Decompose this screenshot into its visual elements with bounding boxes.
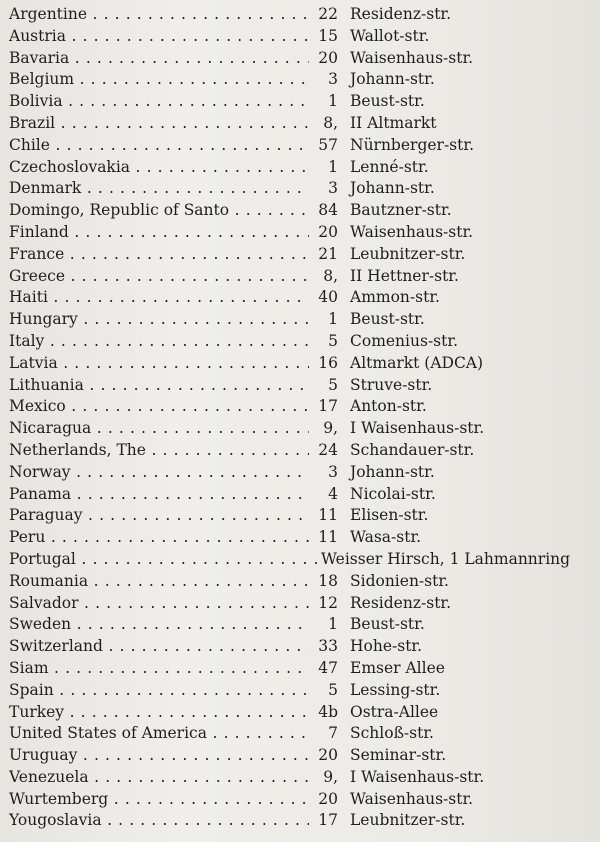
list-item xyxy=(0,200,600,222)
street-name: Weisser Hirsch, 1 Lahmannring xyxy=(321,549,571,568)
house-number: 4 xyxy=(328,484,338,503)
country-name: Turkey . . . xyxy=(9,702,309,724)
street-name: Emser Allee xyxy=(350,658,445,677)
country-name: Hungary . . . xyxy=(9,309,309,331)
list-item xyxy=(0,810,600,832)
house-number: 7 xyxy=(328,724,338,743)
street-name: Johann-str. xyxy=(350,70,435,89)
street-name: Anton-str. xyxy=(350,397,427,416)
house-number: 8, xyxy=(323,266,338,285)
list-item xyxy=(0,91,600,113)
house-number: 4b xyxy=(318,702,338,721)
country-name: Nicaragua . . . xyxy=(9,418,309,440)
list-item xyxy=(0,157,600,179)
street-name: Residenz-str. xyxy=(350,5,452,23)
country-name: Venezuela . . . xyxy=(9,767,309,789)
street-name: Johann-str. xyxy=(350,462,435,481)
street-name: Beust-str. xyxy=(350,92,425,111)
country-name: Italy . . . xyxy=(9,331,309,353)
street-name: Struve-str. xyxy=(350,375,433,394)
country-name: Peru . . . xyxy=(9,527,309,549)
house-number: 16 xyxy=(318,353,338,372)
country-name: Siam . . . xyxy=(9,658,309,680)
list-item xyxy=(0,593,600,615)
house-number: 1 xyxy=(328,157,338,176)
country-name: Argentine . . . xyxy=(9,4,309,26)
street-name: I Waisenhaus-str. xyxy=(350,767,485,786)
country-name: Greece . . . xyxy=(9,266,309,288)
country-name: Czechoslovakia . . . xyxy=(9,157,309,179)
country-name: Lithuania . . . xyxy=(9,375,309,397)
street-name: Elisen-str. xyxy=(350,506,429,525)
street-name: Ostra-Allee xyxy=(350,702,439,721)
list-item xyxy=(0,505,600,527)
house-number: 5 xyxy=(328,331,338,350)
house-number: 33 xyxy=(318,637,338,656)
list-item xyxy=(0,266,600,288)
house-number: 12 xyxy=(318,593,338,612)
house-number: 11 xyxy=(318,528,338,547)
country-name: Belgium . . . xyxy=(9,69,309,91)
street-name: Waisenhaus-str. xyxy=(350,48,474,67)
list-item xyxy=(0,69,600,91)
house-number: 8, xyxy=(323,113,338,132)
list-item xyxy=(0,636,600,658)
list-item xyxy=(0,178,600,200)
country-name: France . . . xyxy=(9,244,309,266)
country-name: Haiti . . . xyxy=(9,287,309,309)
street-name: Waisenhaus-str. xyxy=(350,789,474,808)
country-name: Paraguay . . . xyxy=(9,505,309,527)
list-item xyxy=(0,549,600,571)
street-name: II Altmarkt xyxy=(350,113,437,132)
country-name: Yougoslavia . . . xyxy=(9,810,309,832)
street-name: Nürnberger-str. xyxy=(350,135,474,154)
house-number: 3 xyxy=(328,179,338,198)
country-name: Bolivia . . . xyxy=(9,91,309,113)
list-item xyxy=(0,396,600,418)
list-item xyxy=(0,614,600,636)
house-number: 1 xyxy=(328,92,338,111)
country-name: Mexico . . . xyxy=(9,396,309,418)
list-item xyxy=(0,244,600,266)
house-number: 24 xyxy=(318,440,338,459)
street-name: Nicolai-str. xyxy=(350,484,436,503)
house-number: 57 xyxy=(318,135,338,154)
house-number: 11 xyxy=(318,506,338,525)
list-item xyxy=(0,745,600,767)
street-name: Beust-str. xyxy=(350,310,425,329)
country-name: Portugal . . . xyxy=(9,549,323,571)
house-number: 5 xyxy=(328,375,338,394)
list-item xyxy=(0,418,600,440)
list-item xyxy=(0,48,600,70)
house-number: 3 xyxy=(328,462,338,481)
country-name: Bavaria . . . xyxy=(9,48,309,70)
list-item xyxy=(0,309,600,331)
country-name: United States of America . . . xyxy=(9,723,309,745)
house-number: 9, xyxy=(323,419,338,438)
house-number: 3 xyxy=(328,70,338,89)
house-number: 22 xyxy=(318,5,338,23)
street-name: Comenius-str. xyxy=(350,331,458,350)
street-name: Altmarkt (ADCA) xyxy=(350,353,484,372)
country-name: Domingo, Republic of Santo . . . xyxy=(9,200,309,222)
country-name: Roumania . . . xyxy=(9,571,309,593)
list-item xyxy=(0,789,600,811)
country-name: Spain . . . xyxy=(9,680,309,702)
street-name: Waisenhaus-str. xyxy=(350,222,474,241)
list-item xyxy=(0,135,600,157)
house-number: 1 xyxy=(328,310,338,329)
house-number: 84 xyxy=(318,201,338,220)
list-item xyxy=(0,331,600,353)
house-number: 20 xyxy=(318,48,338,67)
country-name: Austria . . . xyxy=(9,26,309,48)
list-item xyxy=(0,767,600,789)
house-number: 20 xyxy=(318,789,338,808)
house-number: 17 xyxy=(318,397,338,416)
street-name: Schandauer-str. xyxy=(350,440,475,459)
list-item xyxy=(0,222,600,244)
street-name: Beust-str. xyxy=(350,615,425,634)
street-name: Lenné-str. xyxy=(350,157,429,176)
country-name: Latvia . . . xyxy=(9,353,309,375)
list-item xyxy=(0,680,600,702)
house-number: 47 xyxy=(318,658,338,677)
street-name: Wallot-str. xyxy=(350,26,430,45)
country-name: Denmark . . . xyxy=(9,178,309,200)
country-name: Finland . . . xyxy=(9,222,309,244)
house-number: 20 xyxy=(318,746,338,765)
country-name: Norway . . . xyxy=(9,462,309,484)
street-name: Wasa-str. xyxy=(350,528,422,547)
house-number: 18 xyxy=(318,571,338,590)
street-name: Bautzner-str. xyxy=(350,201,452,220)
country-name: Panama . . . xyxy=(9,484,309,506)
street-name: I Waisenhaus-str. xyxy=(350,419,485,438)
house-number: 1 xyxy=(328,615,338,634)
list-item xyxy=(0,702,600,724)
list-item xyxy=(0,440,600,462)
street-name: Schloß-str. xyxy=(350,724,434,743)
house-number: 21 xyxy=(318,244,338,263)
house-number: 15 xyxy=(318,26,338,45)
list-item xyxy=(0,723,600,745)
street-name: Leubnitzer-str. xyxy=(350,244,466,263)
country-name: Netherlands, The . . . xyxy=(9,440,309,462)
street-name: Seminar-str. xyxy=(350,746,447,765)
list-item xyxy=(0,26,600,48)
list-item xyxy=(0,113,600,135)
list-item xyxy=(0,527,600,549)
house-number: 9, xyxy=(323,767,338,786)
list-item xyxy=(0,375,600,397)
street-name: Johann-str. xyxy=(350,179,435,198)
street-name: Residenz-str. xyxy=(350,593,452,612)
list-item xyxy=(0,353,600,375)
house-number: 40 xyxy=(318,288,338,307)
house-number: 5 xyxy=(328,680,338,699)
house-number: 20 xyxy=(318,222,338,241)
country-name: Brazil . . . xyxy=(9,113,309,135)
country-name: Switzerland . . . xyxy=(9,636,309,658)
street-name: II Hettner-str. xyxy=(350,266,459,285)
list-item xyxy=(0,462,600,484)
list-item xyxy=(0,658,600,680)
country-name: Wurtemberg . . . xyxy=(9,789,309,811)
street-name: Lessing-str. xyxy=(350,680,441,699)
list-item xyxy=(0,287,600,309)
list-item xyxy=(0,484,600,506)
street-name: Hohe-str. xyxy=(350,637,423,656)
house-number: 17 xyxy=(318,811,338,830)
country-name: Uruguay . . . xyxy=(9,745,309,767)
list-item xyxy=(0,4,600,26)
street-name: Sidonien-str. xyxy=(350,571,449,590)
street-name: Ammon-str. xyxy=(350,288,440,307)
list-item xyxy=(0,571,600,593)
consulate-list xyxy=(0,4,600,832)
country-name: Salvador . . . xyxy=(9,593,309,615)
country-name: Chile . . . xyxy=(9,135,309,157)
country-name: Sweden . . . xyxy=(9,614,309,636)
street-name: Leubnitzer-str. xyxy=(350,811,466,830)
